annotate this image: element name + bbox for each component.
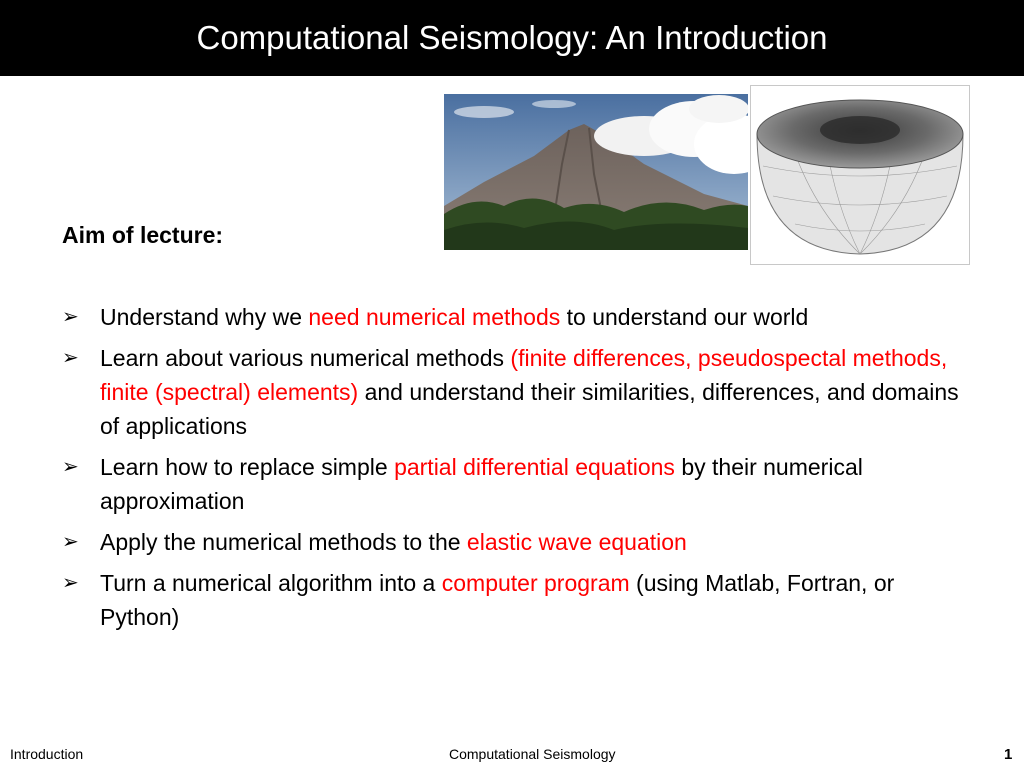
arrow-bullet-icon: ➢: [62, 347, 79, 369]
bullet-list: [62, 300, 962, 641]
bullet-item: ➢ Understand why we need numerical methods to understand our world: [62, 300, 962, 334]
title-bar: [0, 0, 1024, 76]
footer-course-title: Computational Seismology: [449, 746, 616, 762]
hemisphere-mesh-image: [750, 85, 970, 265]
bullet-item: ➢ Learn how to replace simple partial differential equations by their numerical approximation: [62, 450, 962, 518]
arrow-bullet-icon: ➢: [62, 456, 79, 478]
arrow-bullet-icon: ➢: [62, 572, 79, 594]
bullet-item: ➢ Learn about various numerical methods (finite differences, pseudospectal methods, finite (spectral) elements) and understand their similarities, differences, and domains of applications: [62, 341, 962, 443]
slide-title: Computational Seismology: An Introduction: [196, 19, 828, 56]
bullet-item: ➢ Turn a numerical algorithm into a computer program (using Matlab, Fortran, or Python): [62, 566, 962, 634]
bullet-item: ➢ Apply the numerical methods to the elastic wave equation: [62, 525, 962, 559]
volcano-photo: [444, 94, 748, 250]
page-number: 1: [1004, 746, 1013, 763]
arrow-bullet-icon: ➢: [62, 306, 79, 328]
footer-section-label: Introduction: [10, 746, 84, 762]
aim-heading: Aim of lecture:: [62, 222, 224, 248]
arrow-bullet-icon: ➢: [62, 531, 79, 553]
